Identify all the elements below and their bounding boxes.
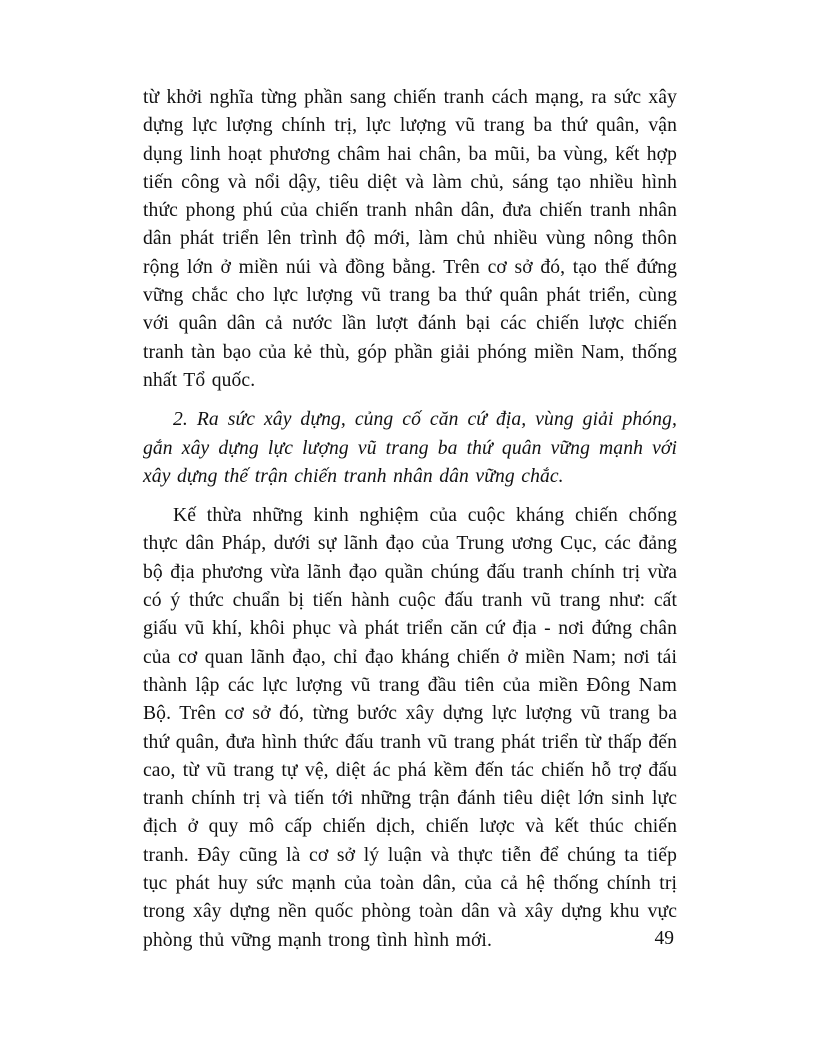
page-number: 49: [654, 928, 674, 949]
section-heading-2: 2. Ra sức xây dựng, củng cố căn cứ địa, vùng giải phóng, gắn xây dựng lực lượng vũ trang ba thứ quân vững mạnh với xây dựng thế trận chiến tranh nhân dân vững chắc.: [143, 409, 677, 487]
text-block: [143, 84, 677, 955]
paragraph-continuation: từ khởi nghĩa từng phần sang chiến tranh cách mạng, ra sức xây dựng lực lượng chính trị, lực lượng vũ trang ba thứ quân, vận dụng linh hoạt phương châm hai chân, ba mũi, ba vùng, kết hợp tiến công và nổi dậy, tiêu diệt và làm chủ, sáng tạo nhiều hình thức phong phú của chiến tranh nhân dân, đưa chiến tranh nhân dân phát triển lên trình độ mới, làm chủ nhiều vùng nông thôn rộng lớn ở miền núi và đồng bằng. Trên cơ sở đó, tạo thế đứng vững chắc cho lực lượng vũ trang ba thứ quân phát triển, cùng với quân dân cả nước lần lượt đánh bại các chiến lược chiến tranh tàn bạo của kẻ thù, góp phần giải phóng miền Nam, thống nhất Tổ quốc.: [143, 87, 677, 391]
paragraph-body: Kế thừa những kinh nghiệm của cuộc kháng chiến chống thực dân Pháp, dưới sự lãnh đạo của Trung ương Cục, các đảng bộ địa phương vừa lãnh đạo quần chúng đấu tranh chính trị vừa có ý thức chuẩn bị tiến hành cuộc đấu tranh vũ trang như: cất giấu vũ khí, khôi phục và phát triển căn cứ địa - nơi đứng chân của cơ quan lãnh đạo, chỉ đạo kháng chiến ở miền Nam; nơi tái thành lập các lực lượng vũ trang đầu tiên của miền Đông Nam Bộ. Trên cơ sở đó, từng bước xây dựng lực lượng vũ trang ba thứ quân, đưa hình thức đấu tranh vũ trang phát triển từ thấp đến cao, từ vũ trang tự vệ, diệt ác phá kềm đến tác chiến hỗ trợ đấu tranh chính trị và tiến tới những trận đánh tiêu diệt lớn sinh lực địch ở quy mô cấp chiến dịch, chiến lược và kết thúc chiến tranh. Đây cũng là cơ sở lý luận và thực tiễn để chúng ta tiếp tục phát huy sức mạnh của toàn dân, của cả hệ thống chính trị trong xây dựng nền quốc phòng toàn dân và xây dựng khu vực phòng thủ vững mạnh trong tình hình mới.: [143, 505, 677, 951]
